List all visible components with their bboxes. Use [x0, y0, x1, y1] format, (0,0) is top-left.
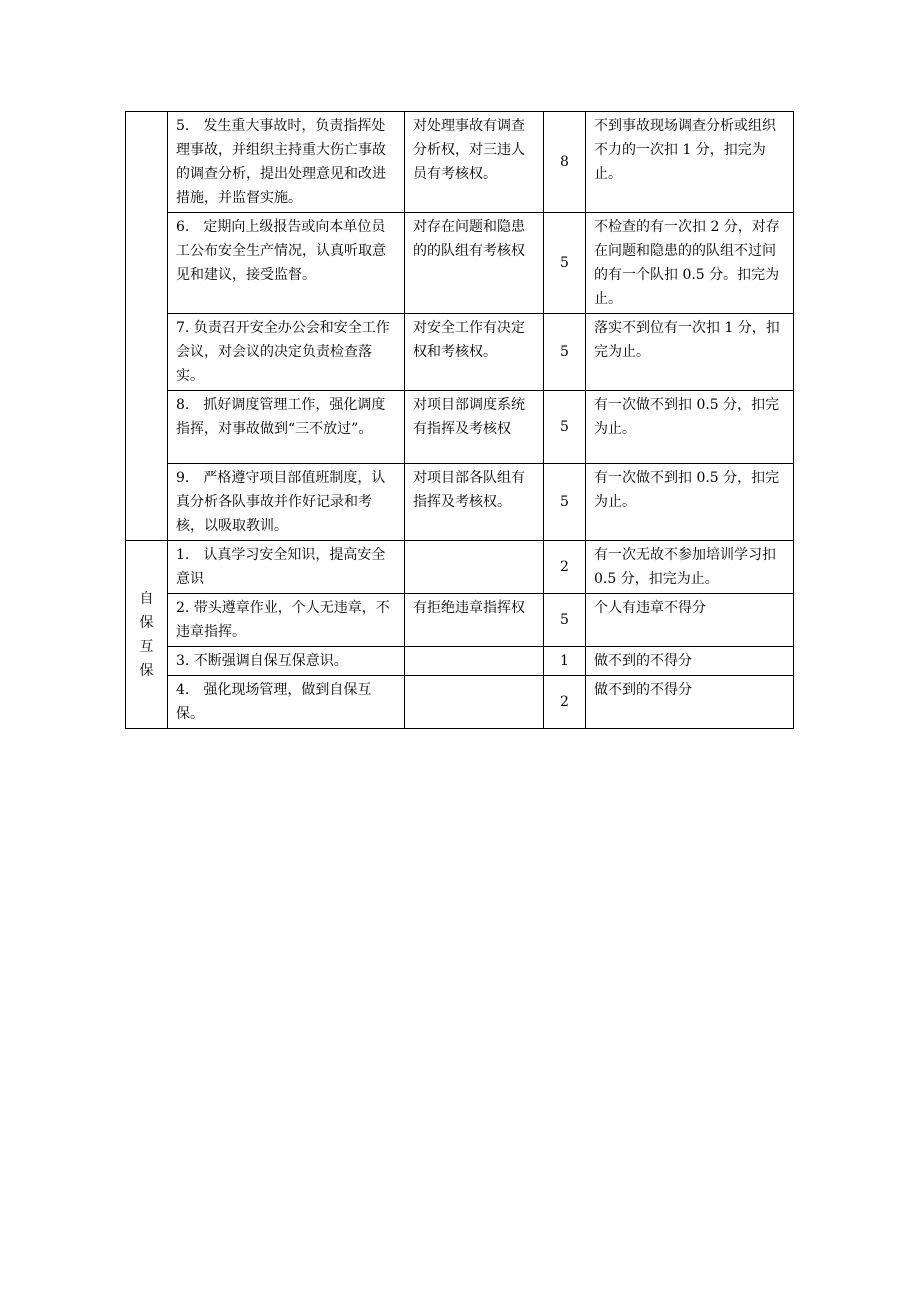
category-cell — [126, 112, 168, 541]
score-cell: 2 — [544, 676, 586, 729]
score-cell: 5 — [544, 464, 586, 541]
duty-description: 3. 不断强调自保互保意识。 — [168, 647, 405, 676]
authority-cell: 对项目部调度系统有指挥及考核权 — [405, 391, 544, 464]
duty-description: 4. 强化现场管理，做到自保互保。 — [168, 676, 405, 729]
deduction-rule: 做不到的不得分 — [586, 676, 794, 729]
authority-cell — [405, 647, 544, 676]
duty-description: 2. 带头遵章作业，个人无违章，不违章指挥。 — [168, 594, 405, 647]
deduction-rule: 不到事故现场调查分析或组织不力的一次扣 1 分，扣完为止。 — [586, 112, 794, 213]
authority-cell — [405, 676, 544, 729]
table-row — [126, 213, 794, 314]
table-row — [126, 112, 794, 213]
deduction-rule: 落实不到位有一次扣 1 分，扣完为止。 — [586, 314, 794, 391]
deduction-rule: 做不到的不得分 — [586, 647, 794, 676]
score-cell: 5 — [544, 391, 586, 464]
authority-cell: 对项目部各队组有指挥及考核权。 — [405, 464, 544, 541]
responsibility-table — [125, 111, 794, 729]
table-row — [126, 541, 794, 594]
score-cell: 2 — [544, 541, 586, 594]
deduction-rule: 不检查的有一次扣 2 分，对存在问题和隐患的的队组不过问的有一个队扣 0.5 分。扣完为止。 — [586, 213, 794, 314]
authority-cell — [405, 541, 544, 594]
duty-description: 9. 严格遵守项目部值班制度，认真分析各队事故并作好记录和考核，以吸取教训。 — [168, 464, 405, 541]
score-cell: 8 — [544, 112, 586, 213]
authority-cell: 对处理事故有调查分析权，对三违人员有考核权。 — [405, 112, 544, 213]
table-row — [126, 391, 794, 464]
duty-description: 8. 抓好调度管理工作，强化调度指挥，对事故做到“三不放过”。 — [168, 391, 405, 464]
category-label: 自保互保 — [139, 590, 154, 679]
table-row — [126, 314, 794, 391]
duty-description: 5. 发生重大事故时，负责指挥处理事故，并组织主持重大伤亡事故的调查分析，提出处理意见和改进措施，并监督实施。 — [168, 112, 405, 213]
table-row — [126, 594, 794, 647]
score-cell: 1 — [544, 647, 586, 676]
score-cell: 5 — [544, 594, 586, 647]
category-cell — [126, 541, 168, 729]
authority-cell: 对安全工作有决定权和考核权。 — [405, 314, 544, 391]
deduction-rule: 有一次做不到扣 0.5 分，扣完为止。 — [586, 464, 794, 541]
score-cell: 5 — [544, 314, 586, 391]
table-row — [126, 676, 794, 729]
table-row — [126, 464, 794, 541]
authority-cell: 有拒绝违章指挥权 — [405, 594, 544, 647]
deduction-rule: 有一次无故不参加培训学习扣 0.5 分，扣完为止。 — [586, 541, 794, 594]
score-cell: 5 — [544, 213, 586, 314]
duty-description: 1. 认真学习安全知识，提高安全意识 — [168, 541, 405, 594]
deduction-rule: 有一次做不到扣 0.5 分，扣完为止。 — [586, 391, 794, 464]
deduction-rule: 个人有违章不得分 — [586, 594, 794, 647]
duty-description: 7. 负责召开安全办公会和安全工作会议，对会议的决定负责检查落实。 — [168, 314, 405, 391]
table-row — [126, 647, 794, 676]
duty-description: 6. 定期向上级报告或向本单位员工公布安全生产情况，认真听取意见和建议，接受监督。 — [168, 213, 405, 314]
authority-cell: 对存在问题和隐患的的队组有考核权 — [405, 213, 544, 314]
